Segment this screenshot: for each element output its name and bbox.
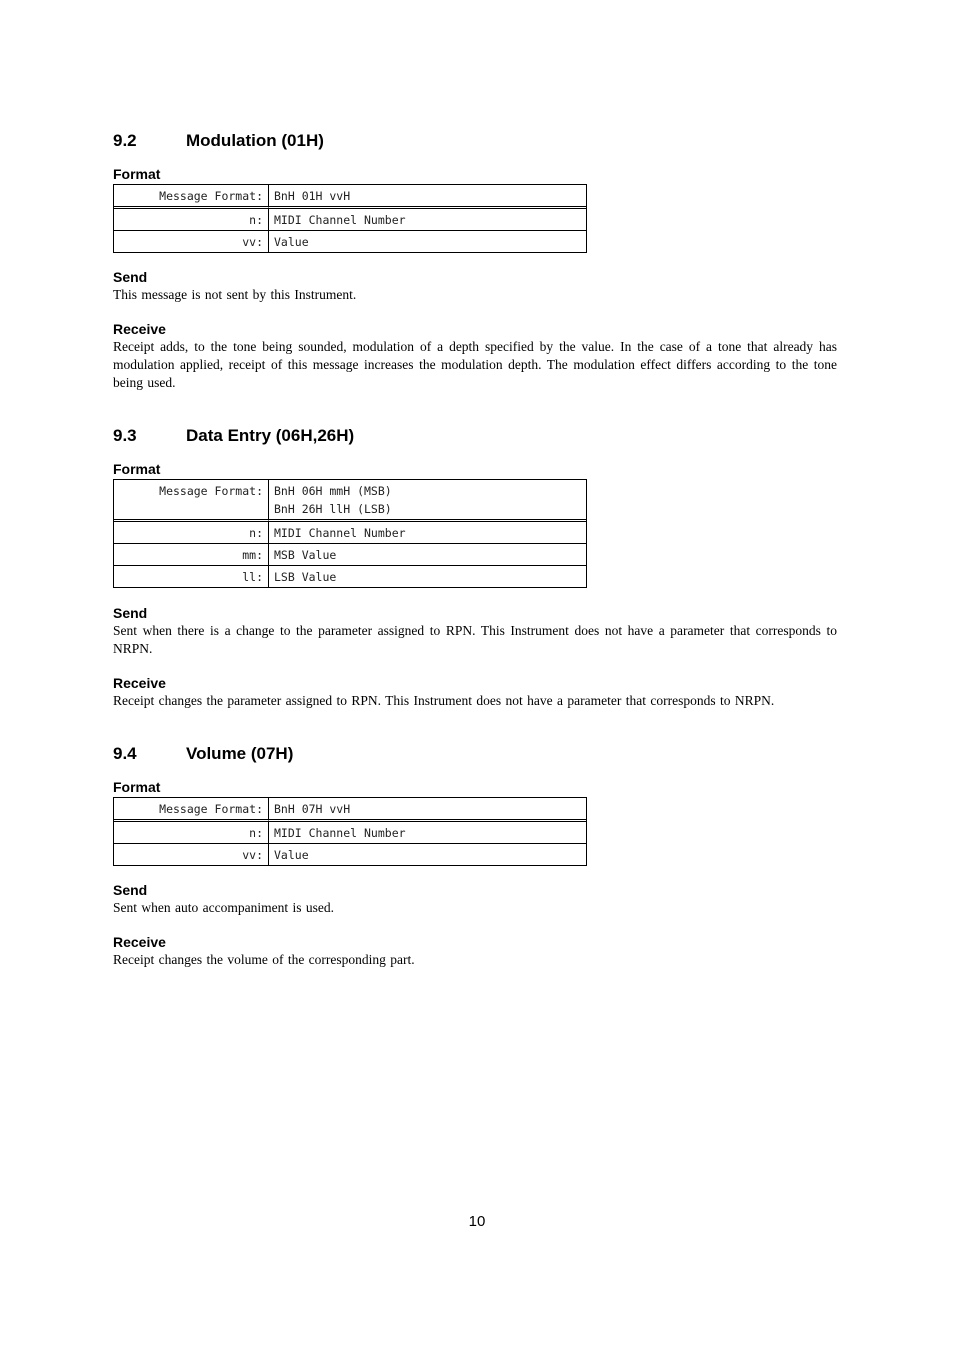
format-table	[113, 797, 587, 866]
table-row	[114, 185, 586, 209]
section-number: 9.4	[113, 744, 137, 763]
section-heading	[113, 131, 837, 151]
format-label-cell: n:	[114, 522, 269, 544]
send-heading: Send	[113, 605, 148, 621]
table-row	[114, 544, 586, 566]
format-label-cell: Message Format:	[114, 480, 269, 522]
send-text: This message is not sent by this Instrument.	[113, 287, 357, 302]
format-value-cell: BnH 07H vvH	[269, 798, 586, 822]
format-label-cell: vv:	[114, 231, 269, 252]
format-value-cell: MSB Value	[269, 544, 586, 566]
format-value-cell: Value	[274, 848, 309, 862]
format-label-cell: vv:	[114, 844, 269, 865]
section-data-entry	[113, 426, 837, 710]
send-text: Sent when there is a change to the parameter assigned to RPN. This Instrument does not have a parameter that corresponds to NRPN.	[113, 623, 837, 656]
format-value-cell: MIDI Channel Number	[269, 822, 586, 844]
format-value-cell: Value	[274, 235, 309, 249]
format-heading: Format	[113, 461, 161, 477]
section-title: Data Entry (06H,26H)	[186, 426, 355, 445]
format-value-cell: MIDI Channel Number	[269, 522, 586, 544]
table-row	[114, 798, 586, 822]
send-heading: Send	[113, 269, 148, 285]
receive-text: Receipt changes the volume of the corresponding part.	[113, 952, 415, 967]
table-row	[114, 480, 586, 522]
format-label-cell: mm:	[114, 544, 269, 566]
section-number: 9.3	[113, 426, 137, 445]
section-heading	[113, 744, 837, 764]
section-volume	[113, 744, 837, 969]
page-number: 10	[468, 1213, 486, 1230]
section-title: Modulation (01H)	[186, 131, 324, 150]
format-heading: Format	[113, 779, 161, 795]
format-label-cell: n:	[114, 209, 269, 231]
send-heading: Send	[113, 882, 148, 898]
receive-text: Receipt changes the parameter assigned to RPN. This Instrument does not have a parameter that corresponds to NRPN.	[113, 693, 775, 708]
receive-heading: Receive	[113, 321, 166, 337]
receive-heading: Receive	[113, 675, 166, 691]
table-row	[114, 844, 586, 865]
section-modulation	[113, 131, 837, 392]
table-row	[114, 566, 586, 587]
format-value-cell: MIDI Channel Number	[269, 209, 586, 231]
table-row	[114, 209, 586, 231]
receive-text: Receipt adds, to the tone being sounded, modulation of a depth specified by the value. In the case of a tone that already has modulation applied, receipt of this message increases the modulation depth. The modulation effect differs according to the tone being used.	[113, 339, 837, 390]
format-heading: Format	[113, 166, 161, 182]
send-text: Sent when auto accompaniment is used.	[113, 900, 334, 915]
page-content	[113, 131, 837, 969]
format-label-cell: n:	[114, 822, 269, 844]
table-row	[114, 822, 586, 844]
receive-heading: Receive	[113, 934, 166, 950]
format-table	[113, 479, 587, 588]
section-heading	[113, 426, 837, 446]
format-value-cell: BnH 06H mmH (MSB) BnH 26H llH (LSB)	[269, 480, 586, 522]
format-value-cell: LSB Value	[274, 570, 337, 584]
section-title: Volume (07H)	[186, 744, 294, 763]
table-row	[114, 231, 586, 252]
format-label-cell: ll:	[114, 566, 269, 587]
section-number: 9.2	[113, 131, 137, 150]
format-label-cell: Message Format:	[114, 185, 269, 209]
table-row	[114, 522, 586, 544]
format-table	[113, 184, 587, 253]
format-value-cell: BnH 01H vvH	[269, 185, 586, 209]
format-label-cell: Message Format:	[114, 798, 269, 822]
